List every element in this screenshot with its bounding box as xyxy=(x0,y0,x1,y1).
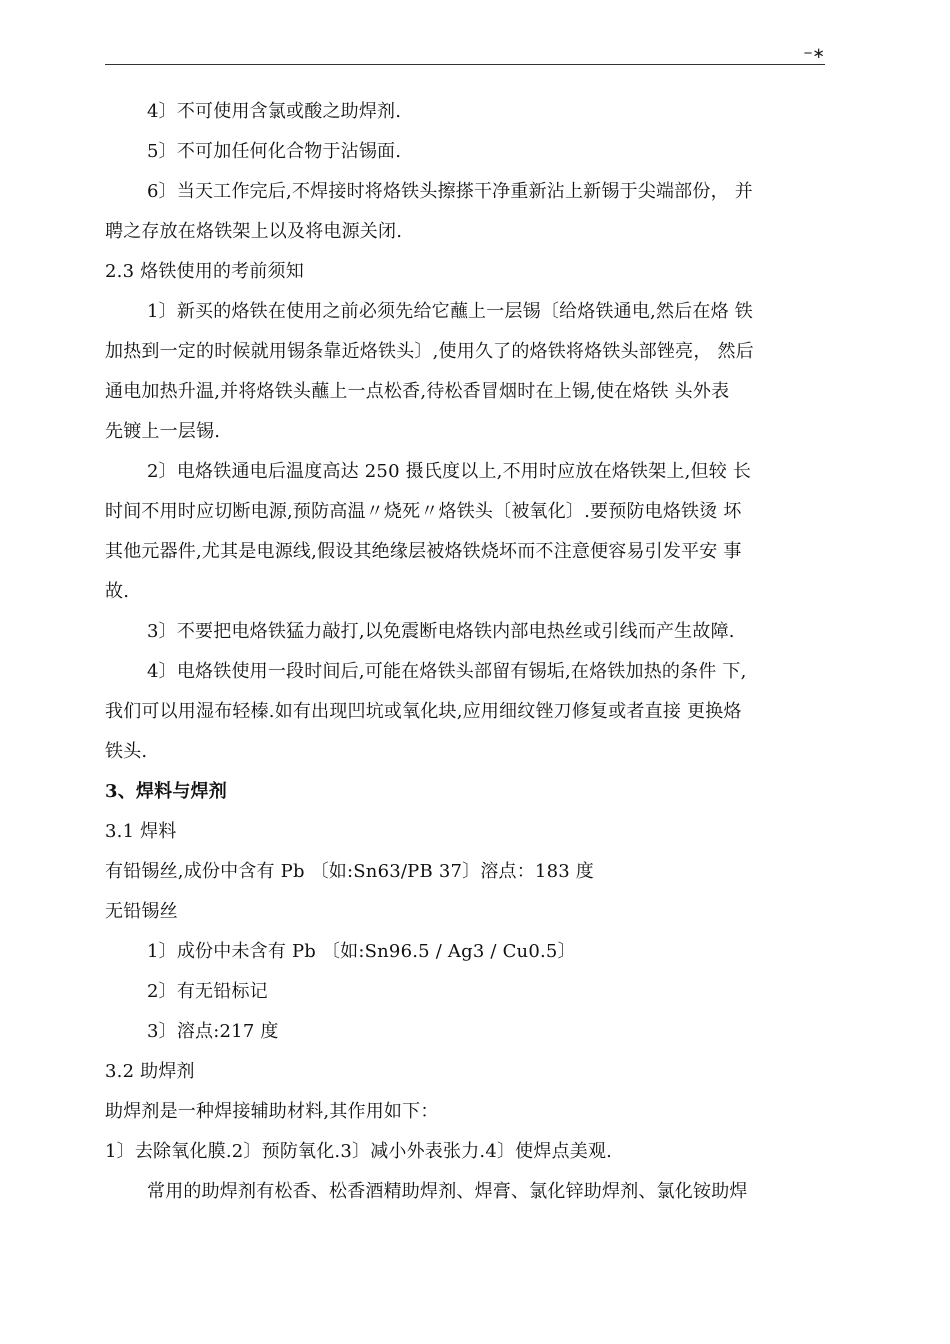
section-heading: 3、焊料与焊剂 xyxy=(105,781,227,802)
header-divider xyxy=(105,64,825,65)
text-line: 2〕电烙铁通电后温度高达 250 摄氏度以上,不用时应放在烙铁架上,但较 长 xyxy=(147,461,752,482)
text-line: 故. xyxy=(105,581,130,602)
text-line: 加热到一定的时候就用锡条靠近烙铁头〕,使用久了的烙铁将烙铁头部锉亮， 然后 xyxy=(105,341,754,362)
text-line: 1〕成份中未含有 Pb 〔如:Sn96.5 / Ag3 / Cu0.5〕 xyxy=(147,941,576,962)
text-line: 时间不用时应切断电源,预防高温〃烧死〃烙铁头〔被氧化〕.要预防电烙铁烫 坏 xyxy=(105,501,742,522)
text-line: 2〕有无铅标记 xyxy=(147,981,268,1002)
text-line: 4〕电烙铁使用一段时间后,可能在烙铁头部留有锡垢,在烙铁加热的条件 下, xyxy=(147,661,747,682)
text-line: 5〕不可加任何化合物于沾锡面. xyxy=(147,141,402,162)
text-line: 先镀上一层锡. xyxy=(105,421,221,442)
text-line: 3〕不要把电烙铁猛力敲打,以免震断电烙铁内部电热丝或引线而产生故障. xyxy=(147,621,735,642)
text-line: 1〕新买的烙铁在使用之前必须先给它蘸上一层锡〔给烙铁通电,然后在烙 铁 xyxy=(147,301,753,322)
document-body xyxy=(105,92,833,1212)
text-line: 2.3 烙铁使用的考前须知 xyxy=(105,261,304,282)
text-line: 4〕不可使用含氯或酸之助焊剂. xyxy=(147,101,402,122)
text-line: 我们可以用湿布轻榛.如有出现凹坑或氧化块,应用细纹锉刀修复或者直接 更换烙 xyxy=(105,701,742,722)
text-line: 无铅锡丝 xyxy=(105,901,178,922)
text-line: 通电加热升温,并将烙铁头蘸上一点松香,待松香冒烟时在上锡,使在烙铁 头外表 xyxy=(105,381,730,402)
header-mark: −∗ xyxy=(803,45,825,62)
text-line: 3〕溶点:217 度 xyxy=(147,1021,279,1042)
text-line: 常用的助焊剂有松香、松香酒精助焊剂、焊膏、氯化锌助焊剂、氯化铵助焊 xyxy=(147,1181,748,1202)
text-line: 聘之存放在烙铁架上以及将电源关闭. xyxy=(105,221,403,242)
text-line: 3.2 助焊剂 xyxy=(105,1061,195,1082)
text-line: 3.1 焊料 xyxy=(105,821,177,842)
text-line: 有铅锡丝,成份中含有 Pb 〔如:Sn63/PB 37〕溶点：183 度 xyxy=(105,861,594,882)
text-line: 铁头. xyxy=(105,741,148,762)
text-line: 其他元器件,尤其是电源线,假设其绝缘层被烙铁烧坏而不注意便容易引发平安 事 xyxy=(105,541,742,562)
text-line: 助焊剂是一种焊接辅助材料,其作用如下： xyxy=(105,1101,439,1122)
text-line: 1〕去除氧化膜.2〕预防氧化.3〕减小外表张力.4〕使焊点美观. xyxy=(105,1141,613,1162)
text-line: 6〕当天工作完后,不焊接时将烙铁头擦搽干净重新沾上新锡于尖端部份， 并 xyxy=(147,181,753,202)
